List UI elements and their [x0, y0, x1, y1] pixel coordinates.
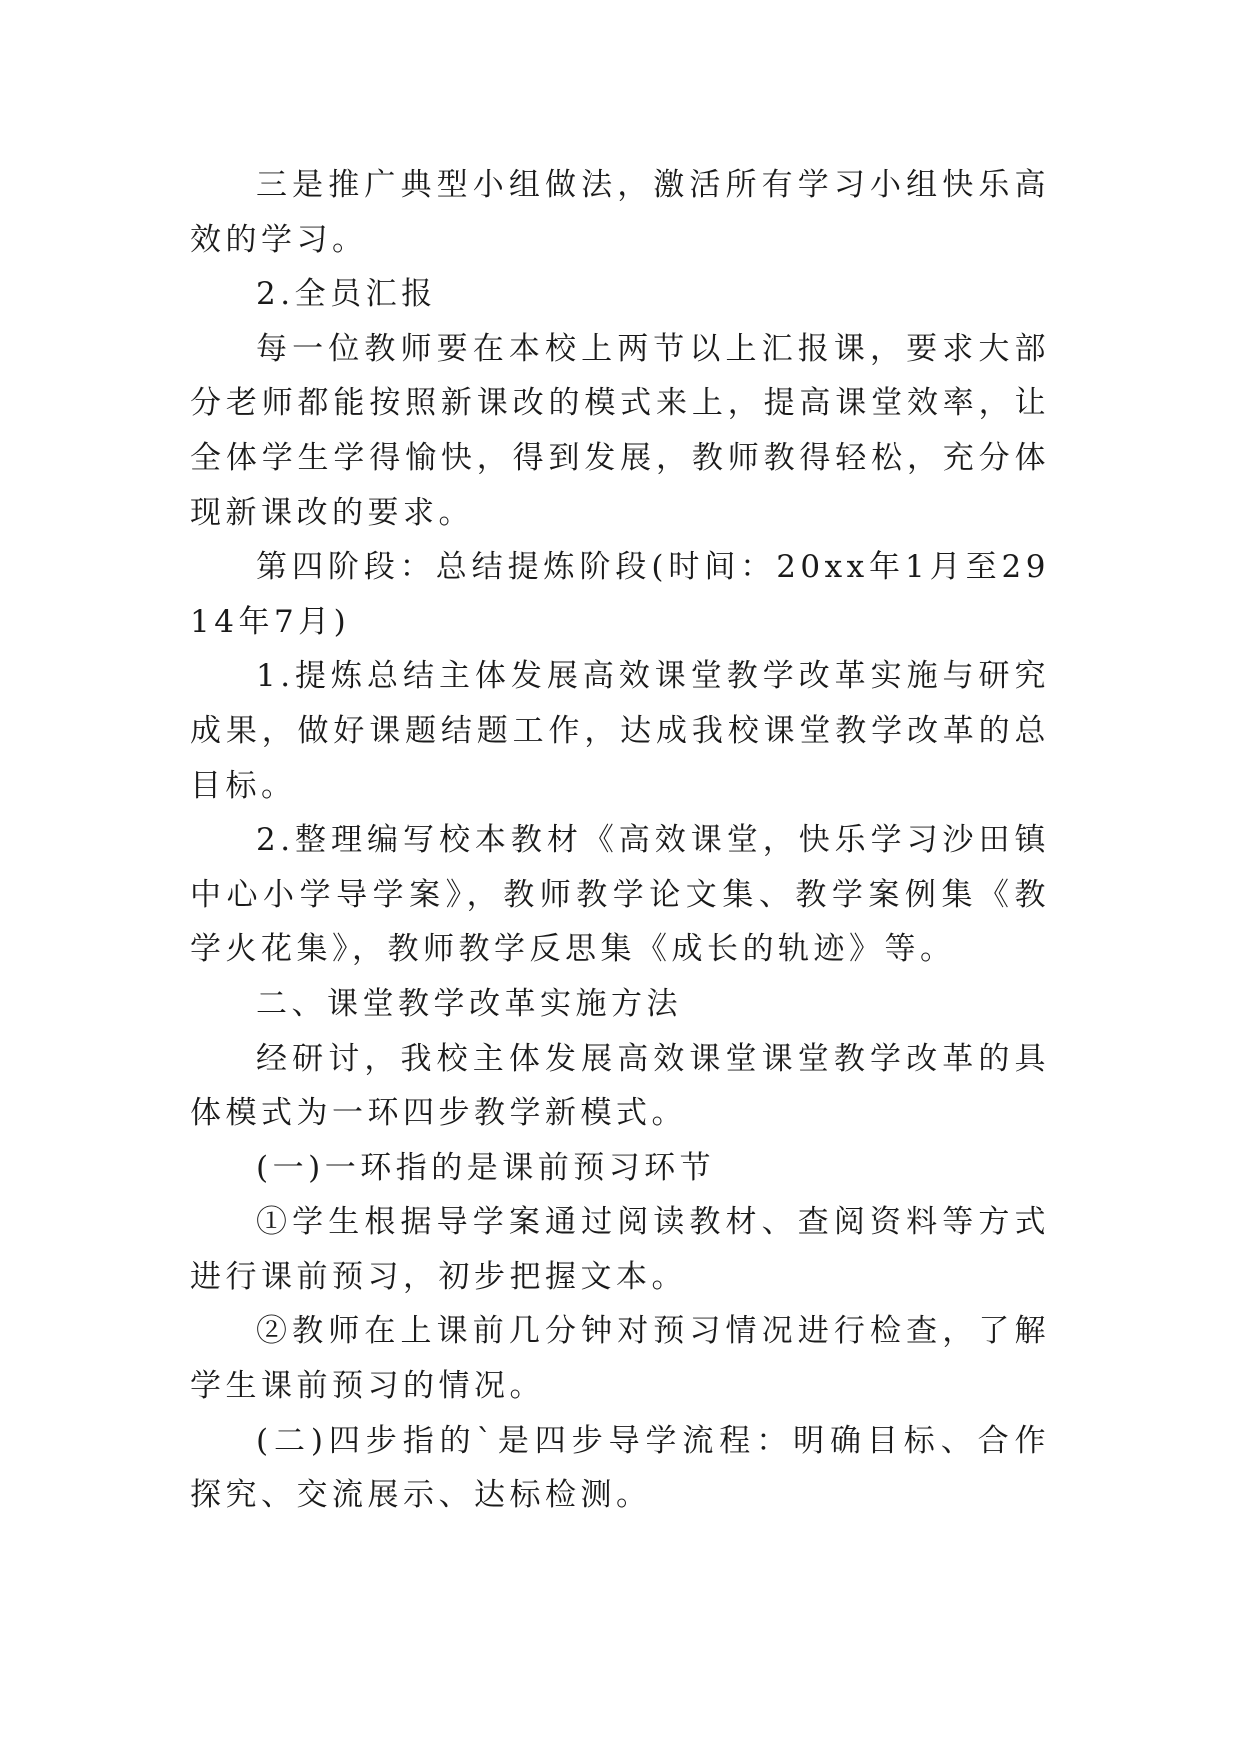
heading-all-staff-report: 2.全员汇报 [256, 276, 437, 313]
paragraph-report-lessons: 每一位教师要在本校上两节以上汇报课，要求大部分老师都能按照新课改的模式来上，提高课堂效率，让全体学生学得愉快，得到发展，教师教得轻松，充分体现新课改的要求。 [190, 330, 1050, 531]
heading-stage-four: 第四阶段：总结提炼阶段(时间：20xx年1月至2914年7月) [190, 549, 1050, 640]
paragraph-group-practice: 三是推广典型小组做法，激活所有学习小组快乐高效的学习。 [190, 167, 1050, 258]
paragraph-summarize-results: 1.提炼总结主体发展高效课堂教学改革实施与研究成果，做好课题结题工作，达成我校课堂教学改革的总目标。 [190, 658, 1050, 804]
document-body [190, 158, 1050, 1523]
heading-implementation-methods: 二、课堂教学改革实施方法 [256, 985, 682, 1022]
heading-preview-stage: (一)一环指的是课前预习环节 [256, 1149, 716, 1186]
paragraph-student-preview: ①学生根据导学案通过阅读教材、查阅资料等方式进行课前预习，初步把握文本。 [190, 1204, 1050, 1295]
paragraph-compile-materials: 2.整理编写校本教材《高效课堂，快乐学习沙田镇中心小学导学案》，教师教学论文集、教学案例集《教学火花集》，教师教学反思集《成长的轨迹》等。 [190, 822, 1050, 968]
paragraph-teaching-model: 经研讨，我校主体发展高效课堂课堂教学改革的具体模式为一环四步教学新模式。 [190, 1040, 1050, 1132]
heading-four-steps: (二)四步指的`是四步导学流程：明确目标、合作探究、交流展示、达标检测。 [190, 1422, 1050, 1514]
paragraph-teacher-check: ②教师在上课前几分钟对预习情况进行检查，了解学生课前预习的情况。 [190, 1313, 1050, 1405]
